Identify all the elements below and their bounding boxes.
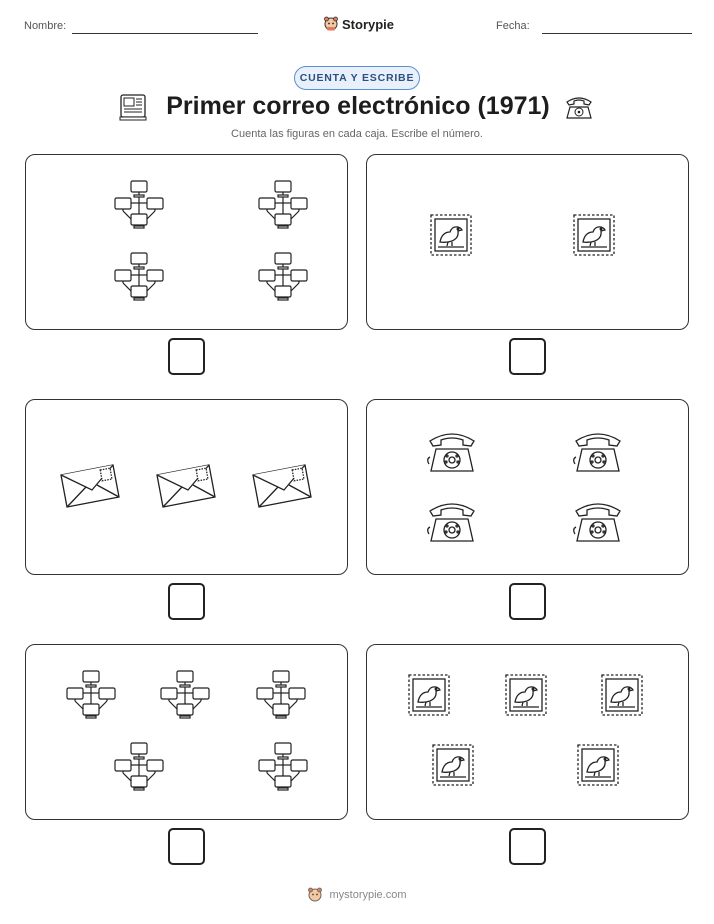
storypie-mascot-icon: [307, 887, 323, 903]
count-panel-4: [366, 399, 689, 575]
network-icon: [257, 742, 309, 792]
name-field-line[interactable]: [72, 33, 258, 34]
brand-logo: [324, 14, 394, 34]
telephone-icon: [426, 429, 478, 475]
answer-box-2[interactable]: [509, 338, 546, 375]
header: [0, 14, 714, 44]
title-row: [0, 90, 714, 128]
stamp-icon: [503, 672, 549, 718]
answer-box-5[interactable]: [168, 828, 205, 865]
envelope-icon: [251, 461, 313, 509]
network-icon: [257, 252, 309, 302]
name-label: Nombre:: [24, 20, 67, 32]
stamp-icon: [575, 742, 621, 788]
page-title: Primer correo electrónico (1971): [166, 92, 550, 120]
telephone-icon: [426, 499, 478, 545]
telephone-icon: [572, 429, 624, 475]
date-field-line[interactable]: [542, 33, 692, 34]
network-icon: [113, 742, 165, 792]
envelope-icon: [59, 461, 121, 509]
storypie-mascot-icon: [324, 16, 338, 32]
answer-box-6[interactable]: [509, 828, 546, 865]
count-panel-2: [366, 154, 689, 330]
network-icon: [65, 670, 117, 720]
answer-box-4[interactable]: [509, 583, 546, 620]
stamp-icon: [406, 672, 452, 718]
envelope-icon: [155, 461, 217, 509]
telephone-icon: [572, 499, 624, 545]
telephone-icon: [563, 94, 595, 120]
stamp-icon: [428, 212, 474, 258]
date-label: Fecha:: [496, 20, 530, 32]
activity-badge: CUENTA Y ESCRIBE: [294, 66, 420, 90]
count-panel-6: [366, 644, 689, 820]
answer-box-3[interactable]: [168, 583, 205, 620]
network-icon: [159, 670, 211, 720]
network-icon: [257, 180, 309, 230]
answer-box-1[interactable]: [168, 338, 205, 375]
footer-url: mystorypie.com: [329, 889, 407, 901]
footer: [0, 884, 714, 906]
instructions: Cuenta las figuras en cada caja. Escribe el número.: [231, 128, 483, 140]
network-icon: [113, 252, 165, 302]
brand-name: Storypie: [342, 16, 395, 32]
stamp-icon: [430, 742, 476, 788]
computer-icon: [118, 92, 148, 122]
stamp-icon: [599, 672, 645, 718]
stamp-icon: [571, 212, 617, 258]
network-icon: [255, 670, 307, 720]
network-icon: [113, 180, 165, 230]
